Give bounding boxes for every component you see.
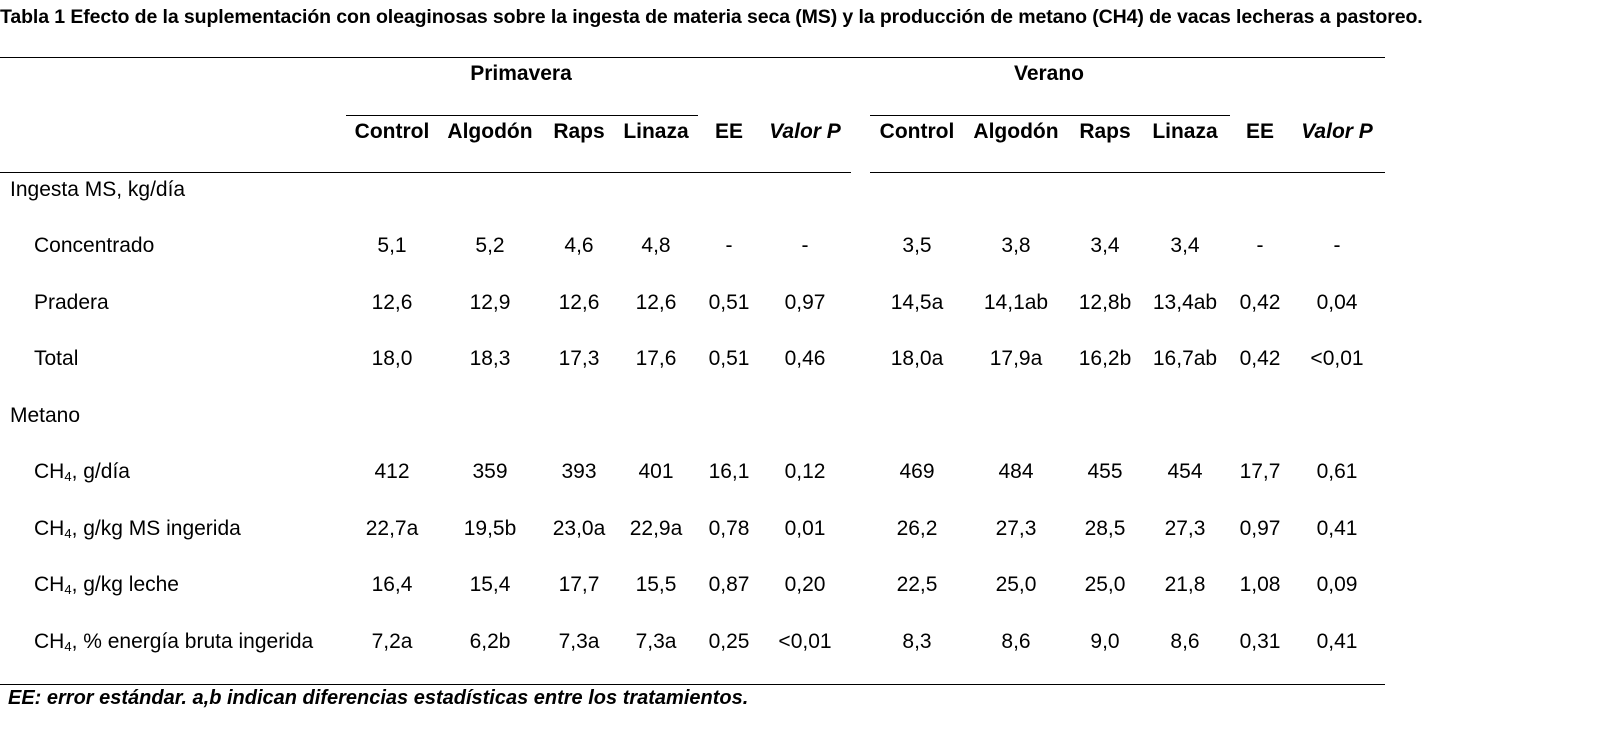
table-cell: 0,97 [1239,517,1281,540]
table-cell: 21,8 [1164,573,1206,596]
table-cell: 0,41 [1316,630,1358,653]
table-cell: 455 [1087,460,1123,483]
table-cell: 0,87 [708,573,750,596]
table-footnote: EE: error estándar. a,b indican diferencias estadísticas entre los tratamientos. [8,687,749,709]
row-label: $CH_4$, % energía bruta ingerida [34,630,314,654]
table-cell: 0,09 [1316,573,1358,596]
table-cell: 0,51 [708,291,750,314]
table-cell: 5,1 [377,234,407,257]
table-cell: 18,0a [890,347,944,370]
table-cell: 19,5b [463,517,517,540]
row-label: Concentrado [34,234,155,257]
column-header: Linaza [623,120,689,143]
table-cell: 0,42 [1239,291,1281,314]
row-label: Pradera [34,291,109,314]
table-cell: 359 [472,460,508,483]
table-cell: - [1256,234,1264,257]
column-header: EE [714,120,744,143]
column-header: EE [1245,120,1275,143]
column-header: Linaza [1152,120,1218,143]
row-label: $CH_4$, g/día [34,460,130,484]
table-cell: 0,97 [784,291,826,314]
table-cell: 484 [998,460,1034,483]
table-cell: 12,6 [371,291,413,314]
row-label: $CH_4$, g/kg leche [34,573,179,597]
table-cell: 9,0 [1090,630,1120,653]
table-cell: 13,4ab [1152,291,1218,314]
table-cell: 0,78 [708,517,750,540]
table-cell: 16,1 [708,460,750,483]
table-cell: 26,2 [896,517,938,540]
table-cell: 15,4 [469,573,511,596]
column-header: Algodón [973,120,1059,143]
table-cell: 3,8 [1001,234,1031,257]
column-header: Control [354,120,430,143]
table-cell: <0,01 [778,630,832,653]
table-cell: 0,12 [784,460,826,483]
table-cell: 14,5a [890,291,944,314]
table-cell: 7,3a [558,630,600,653]
section-title-metano: Metano [10,404,81,427]
table-cell: - [725,234,733,257]
table-cell: 17,7 [1239,460,1281,483]
column-header: Valor P [769,120,841,143]
table-cell: 1,08 [1239,573,1281,596]
table-cell: 16,2b [1078,347,1132,370]
primavera-group-rule [346,115,698,116]
table-cell: 6,2b [469,630,511,653]
table-cell: 27,3 [1164,517,1206,540]
table-cell: 16,4 [371,573,413,596]
table-cell: 17,6 [635,347,677,370]
table-cell: 25,0 [1084,573,1126,596]
table-cell: 5,2 [475,234,505,257]
table-cell: 8,3 [902,630,932,653]
table-cell: 14,1ab [983,291,1049,314]
table-cell: - [1333,234,1341,257]
season-header-verano: Verano [1013,62,1085,85]
table-cell: 27,3 [995,517,1037,540]
table-cell: 12,6 [635,291,677,314]
table-cell: 22,9a [629,517,683,540]
table-cell: 18,3 [469,347,511,370]
table-cell: 0,42 [1239,347,1281,370]
table-cell: 0,20 [784,573,826,596]
verano-group-rule [870,115,1230,116]
table-cell: 25,0 [995,573,1037,596]
table-cell: 4,6 [564,234,594,257]
table-cell: 12,8b [1078,291,1132,314]
table-cell: 0,46 [784,347,826,370]
column-header: Raps [553,120,605,143]
table-cell: 0,01 [784,517,826,540]
table-cell: 3,5 [902,234,932,257]
table-cell: 17,7 [558,573,600,596]
section-title-ingesta: Ingesta MS, kg/día [10,178,186,201]
table-cell: - [801,234,809,257]
table-cell: 393 [561,460,597,483]
table-cell: <0,01 [1310,347,1364,370]
table-cell: 16,7ab [1152,347,1218,370]
table-cell: 0,25 [708,630,750,653]
row-label: $CH_4$, g/kg MS ingerida [34,517,241,541]
top-rule [0,57,1385,58]
table-cell: 8,6 [1001,630,1031,653]
table-cell: 22,5 [896,573,938,596]
table-cell: 23,0a [552,517,606,540]
table-cell: 0,31 [1239,630,1281,653]
table-cell: 401 [638,460,674,483]
column-header: Algodón [447,120,533,143]
table-cell: 17,3 [558,347,600,370]
column-header: Control [879,120,955,143]
table-cell: 412 [374,460,410,483]
table-cell: 454 [1167,460,1203,483]
bottom-rule [0,684,1385,685]
table-cell: 4,8 [641,234,671,257]
table-cell: 8,6 [1170,630,1200,653]
table-cell: 18,0 [371,347,413,370]
table-cell: 17,9a [989,347,1043,370]
row-label: Total [34,347,79,370]
table-cell: 7,2a [371,630,413,653]
table-cell: 12,6 [558,291,600,314]
table-cell: 22,7a [365,517,419,540]
header-rule-right [870,172,1385,173]
header-rule-left [0,172,851,173]
table-cell: 0,51 [708,347,750,370]
column-header: Raps [1079,120,1131,143]
table-cell: 7,3a [635,630,677,653]
table-cell: 15,5 [635,573,677,596]
table-cell: 469 [899,460,935,483]
column-header: Valor P [1301,120,1373,143]
table-cell: 0,41 [1316,517,1358,540]
season-header-primavera: Primavera [470,62,572,85]
table-cell: 0,04 [1316,291,1358,314]
table-cell: 12,9 [469,291,511,314]
table-cell: 3,4 [1170,234,1200,257]
table-cell: 3,4 [1090,234,1120,257]
table-cell: 28,5 [1084,517,1126,540]
table-caption: Tabla 1 Efecto de la suplementación con oleaginosas sobre la ingesta de materia seca (MS) y la producción de metano (CH4) de vacas lecheras a pastoreo. [0,6,1423,28]
table-cell: 0,61 [1316,460,1358,483]
